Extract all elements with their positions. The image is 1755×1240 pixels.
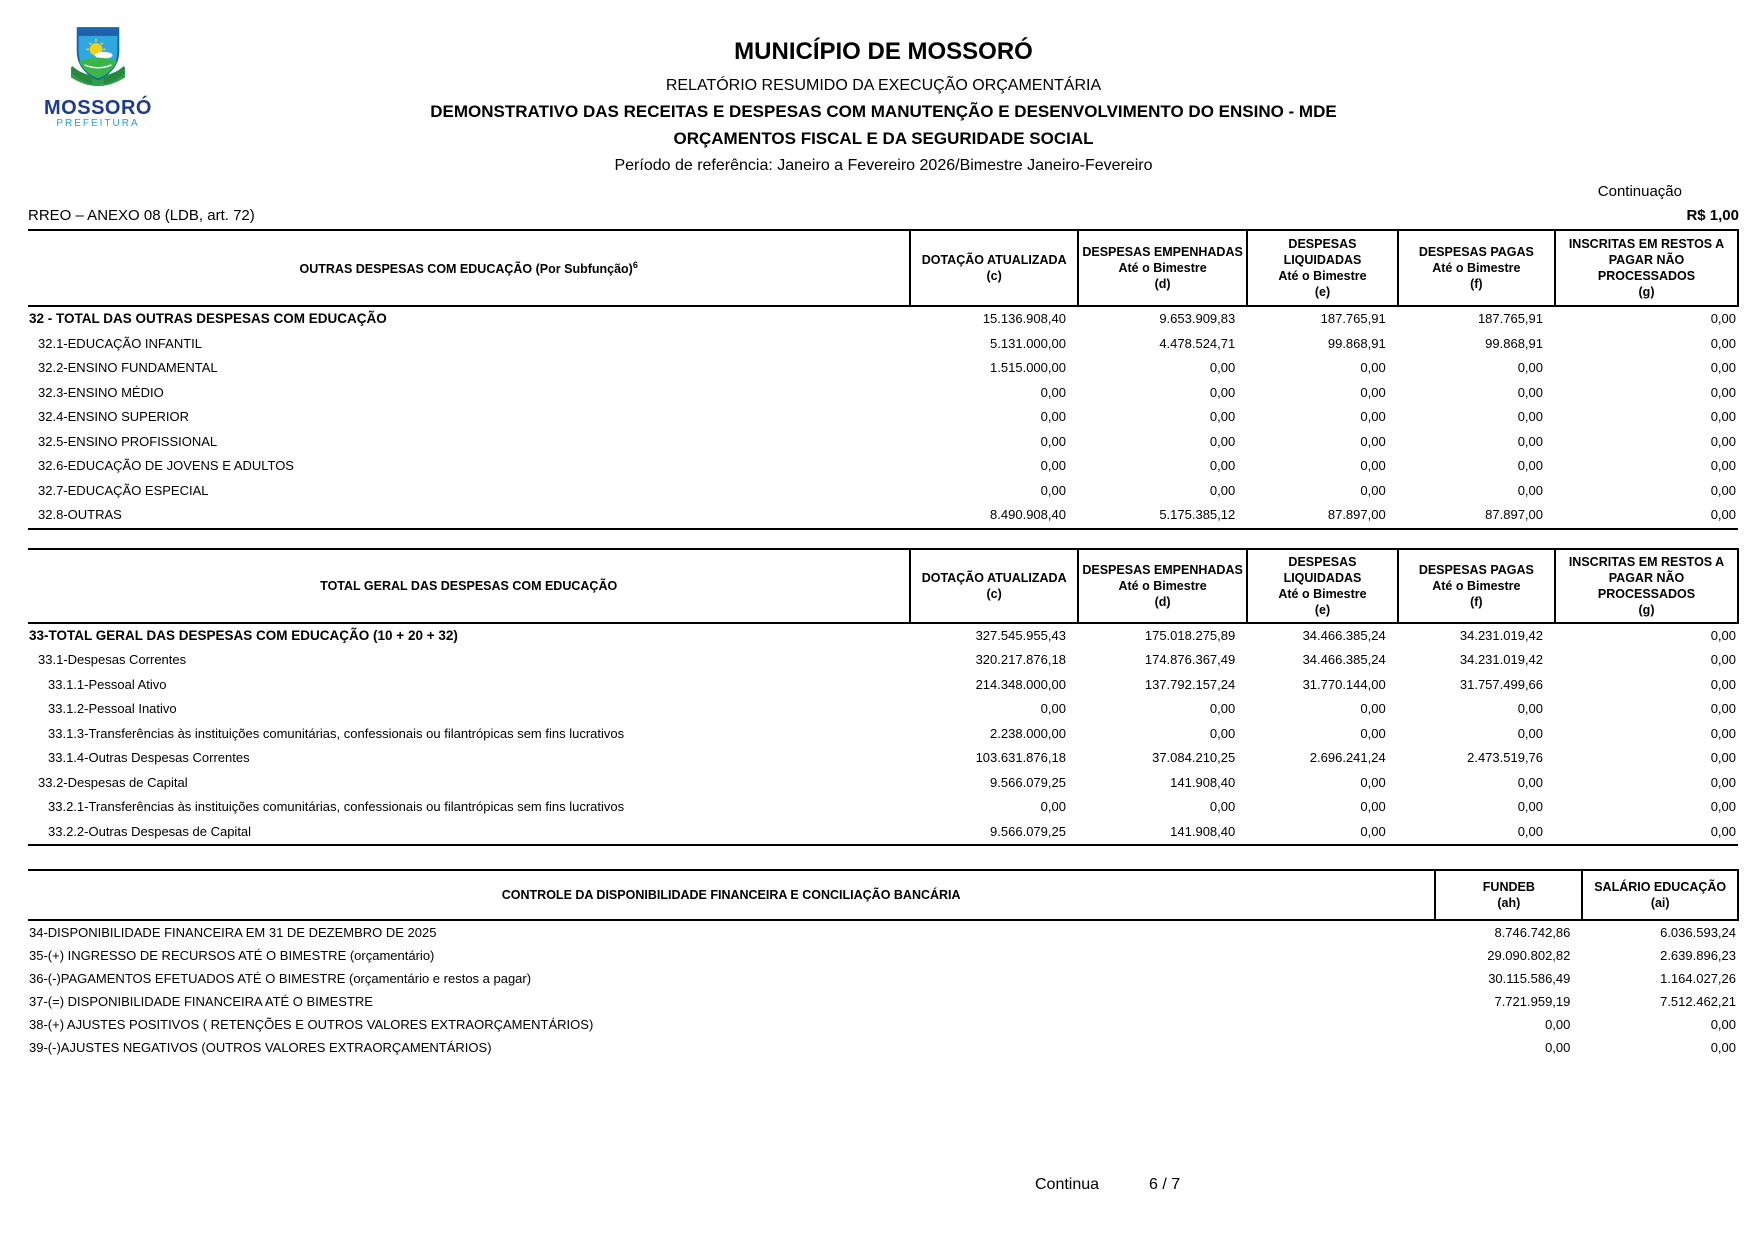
row-label: 32 - TOTAL DAS OUTRAS DESPESAS COM EDUCAÇÃO (29, 311, 387, 326)
row-value: 0,00 (1360, 482, 1386, 498)
row-value: 0,00 (1710, 384, 1736, 400)
row-value: 34.466.385,24 (1302, 627, 1386, 643)
row-value: 214.348.000,00 (975, 676, 1066, 692)
row-value: 9.653.909,83 (1159, 311, 1236, 326)
row-value: 187.765,91 (1320, 311, 1386, 326)
row-value: 0,00 (1710, 750, 1736, 765)
row-value: 0,00 (1517, 725, 1544, 741)
row-value: 0,00 (1360, 458, 1386, 473)
column-header: INSCRITAS EM RESTOS A PAGAR NÃO PROCESSADOS (g) (1555, 230, 1738, 306)
table-row (28, 944, 1738, 967)
row-label: 33.2-Despesas de Capital (38, 774, 188, 790)
row-value: 0,00 (1209, 701, 1236, 716)
row-value: 0,00 (1360, 799, 1386, 814)
row-value: 34.231.019,42 (1459, 627, 1544, 643)
report-header (28, 0, 1739, 174)
page-title: MUNICÍPIO DE MOSSORÓ (734, 38, 1033, 65)
row-label: 34-DISPONIBILIDADE FINANCEIRA EM 31 DE DEZEMBRO DE 2025 (29, 924, 437, 940)
meta-row (28, 208, 1739, 229)
row-label: 35-(+) INGRESSO DE RECURSOS ATÉ O BIMESTRE (orçamentário) (29, 947, 435, 963)
mossoro-logo (40, 26, 156, 130)
column-header: DESPESAS LIQUIDADAS Até o Bimestre (e) (1247, 230, 1397, 306)
table-row (28, 746, 1738, 771)
controle-disponibilidade-table (28, 869, 1739, 1059)
row-value: 0,00 (1209, 458, 1236, 473)
row-value: 0,00 (1360, 433, 1386, 449)
row-value: 0,00 (1710, 799, 1736, 814)
table-caption: OUTRAS DESPESAS COM EDUCAÇÃO (Por Subfunção)$^6$ (28, 230, 910, 306)
row-value: 6.036.593,24 (1660, 924, 1736, 940)
row-value: 4.478.524,71 (1159, 335, 1236, 351)
row-value: 0,00 (1710, 652, 1736, 667)
row-value: 9.566.079,25 (990, 823, 1066, 839)
table-row (28, 332, 1738, 357)
row-label: 33.1.3-Transferências às instituições comunitárias, confessionais ou filantrópicas sem fins lucrativos (48, 725, 625, 741)
column-header: SALÁRIO EDUCAÇÃO (ai) (1582, 870, 1738, 920)
row-value: 99.868,91 (1485, 335, 1544, 351)
row-value: 2.238.000,00 (990, 725, 1066, 741)
row-value: 9.566.079,25 (990, 774, 1066, 790)
row-value: 8.490.908,40 (990, 507, 1066, 522)
row-value: 34.466.385,24 (1302, 652, 1386, 667)
row-value: 0,00 (1040, 799, 1066, 814)
row-value: 0,00 (1209, 433, 1236, 449)
row-value: 0,00 (1710, 507, 1736, 522)
table-row (28, 623, 1738, 649)
row-value: 0,00 (1209, 409, 1236, 424)
row-value: 0,00 (1710, 774, 1736, 790)
row-value: 103.631.876,18 (975, 750, 1066, 765)
row-value: 7.512.462,21 (1660, 993, 1736, 1009)
table-row (28, 454, 1738, 479)
row-value: 320.217.876,18 (975, 652, 1066, 667)
row-value: 0,00 (1040, 409, 1066, 424)
row-value: 30.115.586,49 (1488, 970, 1571, 986)
logo-city-name: MOSSORÓ (44, 97, 152, 119)
row-label: 32.8-OUTRAS (38, 507, 122, 522)
row-label: 32.5-ENSINO PROFISSIONAL (38, 433, 218, 449)
row-value: 1.164.027,26 (1660, 970, 1736, 986)
row-value: 0,00 (1710, 676, 1736, 692)
row-value: 7.721.959,19 (1494, 993, 1571, 1009)
row-value: 187.765,91 (1477, 311, 1544, 326)
table-row (28, 673, 1738, 698)
row-value: 0,00 (1517, 482, 1544, 498)
table-row (28, 479, 1738, 504)
row-value: 0,00 (1710, 335, 1736, 351)
row-label: 33-TOTAL GERAL DAS DESPESAS COM EDUCAÇÃO (10 + 20 + 32) (29, 627, 458, 643)
table-row (28, 430, 1738, 455)
row-value: 0,00 (1517, 799, 1544, 814)
anexo-label: RREO – ANEXO 08 (LDB, art. 72) (28, 207, 255, 224)
report-subtitle-1: RELATÓRIO RESUMIDO DA EXECUÇÃO ORÇAMENTÁRIA (665, 77, 1102, 94)
table-row (28, 381, 1738, 406)
row-value: 31.757.499,66 (1459, 676, 1544, 692)
row-label: 38-(+) AJUSTES POSITIVOS ( RETENÇÕES E OUTROS VALORES EXTRAORÇAMENTÁRIOS) (29, 1016, 594, 1032)
header-row (28, 549, 1738, 623)
table-row (28, 795, 1738, 820)
city-crest-icon (69, 26, 127, 96)
row-value: 0,00 (1517, 360, 1544, 375)
table-row (28, 967, 1738, 990)
row-value: 0,00 (1209, 799, 1236, 814)
row-value: 87.897,00 (1327, 507, 1386, 522)
row-value: 0,00 (1040, 433, 1066, 449)
report-subtitle-2: DEMONSTRATIVO DAS RECEITAS E DESPESAS COM MANUTENÇÃO E DESENVOLVIMENTO DO ENSINO - MDE (430, 102, 1337, 121)
outras-despesas-table (28, 229, 1739, 530)
table-row (28, 306, 1738, 332)
row-label: 32.1-EDUCAÇÃO INFANTIL (38, 335, 202, 351)
row-value: 0,00 (1209, 482, 1236, 498)
row-label: 32.3-ENSINO MÉDIO (38, 384, 164, 400)
row-value: 0,00 (1517, 774, 1544, 790)
table-row (28, 771, 1738, 796)
row-value: 0,00 (1360, 360, 1386, 375)
column-header: FUNDEB (ah) (1435, 870, 1582, 920)
row-value: 0,00 (1517, 701, 1544, 716)
row-value: 87.897,00 (1485, 507, 1544, 522)
row-value: 0,00 (1545, 1039, 1571, 1055)
row-value: 0,00 (1517, 433, 1544, 449)
page-number: 6 / 7 (1149, 1176, 1181, 1193)
row-value: 175.018.275,89 (1144, 627, 1236, 643)
row-value: 327.545.955,43 (975, 627, 1066, 643)
table-row (28, 920, 1738, 944)
row-value: 141.908,40 (1170, 774, 1236, 790)
row-value: 0,00 (1360, 725, 1386, 741)
column-header: DOTAÇÃO ATUALIZADA (c) (910, 549, 1078, 623)
row-value: 0,00 (1710, 725, 1736, 741)
row-label: 33.2.1-Transferências às instituições comunitárias, confessionais ou filantrópicas sem fins lucrativos (48, 799, 625, 814)
row-label: 33.1.4-Outras Despesas Correntes (48, 750, 250, 765)
row-value: 0,00 (1360, 701, 1386, 716)
row-value: 37.084.210,25 (1152, 750, 1236, 765)
row-value: 0,00 (1040, 701, 1066, 716)
table-row (28, 356, 1738, 381)
row-value: 2.473.519,76 (1467, 750, 1544, 765)
row-label: 37-(=) DISPONIBILIDADE FINANCEIRA ATÉ O BIMESTRE (29, 993, 373, 1009)
header-row (28, 230, 1738, 306)
table-caption: TOTAL GERAL DAS DESPESAS COM EDUCAÇÃO (28, 549, 910, 623)
continuation-label: Continuação (1597, 183, 1682, 200)
row-value: 99.868,91 (1327, 335, 1386, 351)
row-value: 0,00 (1517, 409, 1544, 424)
row-value: 0,00 (1710, 458, 1736, 473)
column-header: DESPESAS PAGAS Até o Bimestre (f) (1398, 230, 1555, 306)
row-value: 2.639.896,23 (1660, 947, 1736, 963)
row-value: 0,00 (1360, 774, 1386, 790)
continua-label: Continua (1035, 1176, 1100, 1193)
row-label: 39-(-)AJUSTES NEGATIVOS (OUTROS VALORES EXTRAORÇAMENTÁRIOS) (29, 1039, 492, 1055)
row-value: 0,00 (1545, 1016, 1571, 1032)
column-header: INSCRITAS EM RESTOS A PAGAR NÃO PROCESSADOS (g) (1555, 549, 1738, 623)
caption-footnote: 6 (632, 259, 638, 270)
logo-subtitle: PREFEITURA (56, 118, 140, 129)
row-label: 32.2-ENSINO FUNDAMENTAL (38, 360, 218, 375)
row-label: 33.1.2-Pessoal Inativo (48, 701, 177, 716)
table-row (28, 990, 1738, 1013)
report-subtitle-3: ORÇAMENTOS FISCAL E DA SEGURIDADE SOCIAL (673, 129, 1094, 148)
table-row (28, 405, 1738, 430)
row-value: 0,00 (1710, 433, 1736, 449)
column-header: DESPESAS LIQUIDADAS Até o Bimestre (e) (1247, 549, 1397, 623)
row-value: 137.792.157,24 (1144, 676, 1236, 692)
total-geral-table (28, 548, 1739, 847)
table-caption: CONTROLE DA DISPONIBILIDADE FINANCEIRA E CONCILIAÇÃO BANCÁRIA (28, 870, 1435, 920)
row-value: 1.515.000,00 (990, 360, 1066, 375)
column-header: DESPESAS PAGAS Até o Bimestre (f) (1398, 549, 1555, 623)
row-value: 0,00 (1710, 311, 1736, 326)
table-row (28, 1036, 1738, 1059)
column-header: DOTAÇÃO ATUALIZADA (c) (910, 230, 1078, 306)
row-value: 0,00 (1040, 482, 1066, 498)
row-value: 29.090.802,82 (1487, 947, 1571, 963)
row-value: 0,00 (1710, 627, 1736, 643)
table-row (28, 1013, 1738, 1036)
row-label: 33.2.2-Outras Despesas de Capital (48, 823, 252, 839)
row-value: 2.696.241,24 (1309, 750, 1386, 765)
row-value: 0,00 (1209, 384, 1236, 400)
reference-period: Período de referência: Janeiro a Fevereiro 2026/Bimestre Janeiro-Fevereiro (614, 157, 1153, 174)
row-label: 33.1-Despesas Correntes (38, 652, 187, 667)
row-value: 0,00 (1040, 384, 1066, 400)
row-value: 0,00 (1710, 823, 1736, 839)
row-label: 36-(-)PAGAMENTOS EFETUADOS ATÉ O BIMESTRE (orçamentário e restos a pagar) (29, 970, 532, 986)
row-value: 0,00 (1710, 1039, 1736, 1055)
table-row (28, 722, 1738, 747)
row-label: 32.4-ENSINO SUPERIOR (38, 409, 189, 424)
row-value: 0,00 (1517, 384, 1544, 400)
row-value: 0,00 (1710, 482, 1736, 498)
column-header: DESPESAS EMPENHADAS Até o Bimestre (d) (1078, 230, 1247, 306)
row-value: 0,00 (1710, 360, 1736, 375)
row-value: 0,00 (1360, 409, 1386, 424)
row-label: 32.7-EDUCAÇÃO ESPECIAL (38, 482, 209, 498)
row-value: 141.908,40 (1170, 823, 1236, 839)
row-value: 0,00 (1360, 823, 1386, 839)
currency-unit-label: R$ 1,00 (1686, 207, 1739, 224)
row-value: 174.876.367,49 (1144, 652, 1236, 667)
table-row (28, 648, 1738, 673)
table-row (28, 697, 1738, 722)
row-value: 31.770.144,00 (1302, 676, 1386, 692)
row-value: 5.175.385,12 (1159, 507, 1236, 522)
row-value: 0,00 (1360, 384, 1386, 400)
row-value: 34.231.019,42 (1459, 652, 1544, 667)
header-row (28, 870, 1738, 920)
row-value: 8.746.742,86 (1494, 924, 1571, 940)
row-value: 0,00 (1517, 823, 1544, 839)
row-value: 15.136.908,40 (982, 311, 1066, 326)
column-header: DESPESAS EMPENHADAS Até o Bimestre (d) (1078, 549, 1247, 623)
row-value: 0,00 (1040, 458, 1066, 473)
row-label: 33.1.1-Pessoal Ativo (48, 676, 167, 692)
row-value: 0,00 (1710, 701, 1736, 716)
table-row (28, 820, 1738, 846)
page-footer (1035, 1176, 1180, 1193)
row-value: 0,00 (1710, 409, 1736, 424)
table-row (28, 503, 1738, 529)
row-value: 0,00 (1209, 360, 1236, 375)
row-value: 0,00 (1517, 458, 1544, 473)
row-value: 0,00 (1710, 1016, 1736, 1032)
row-label: 32.6-EDUCAÇÃO DE JOVENS E ADULTOS (38, 458, 294, 473)
row-value: 0,00 (1209, 725, 1236, 741)
row-value: 5.131.000,00 (990, 335, 1066, 351)
